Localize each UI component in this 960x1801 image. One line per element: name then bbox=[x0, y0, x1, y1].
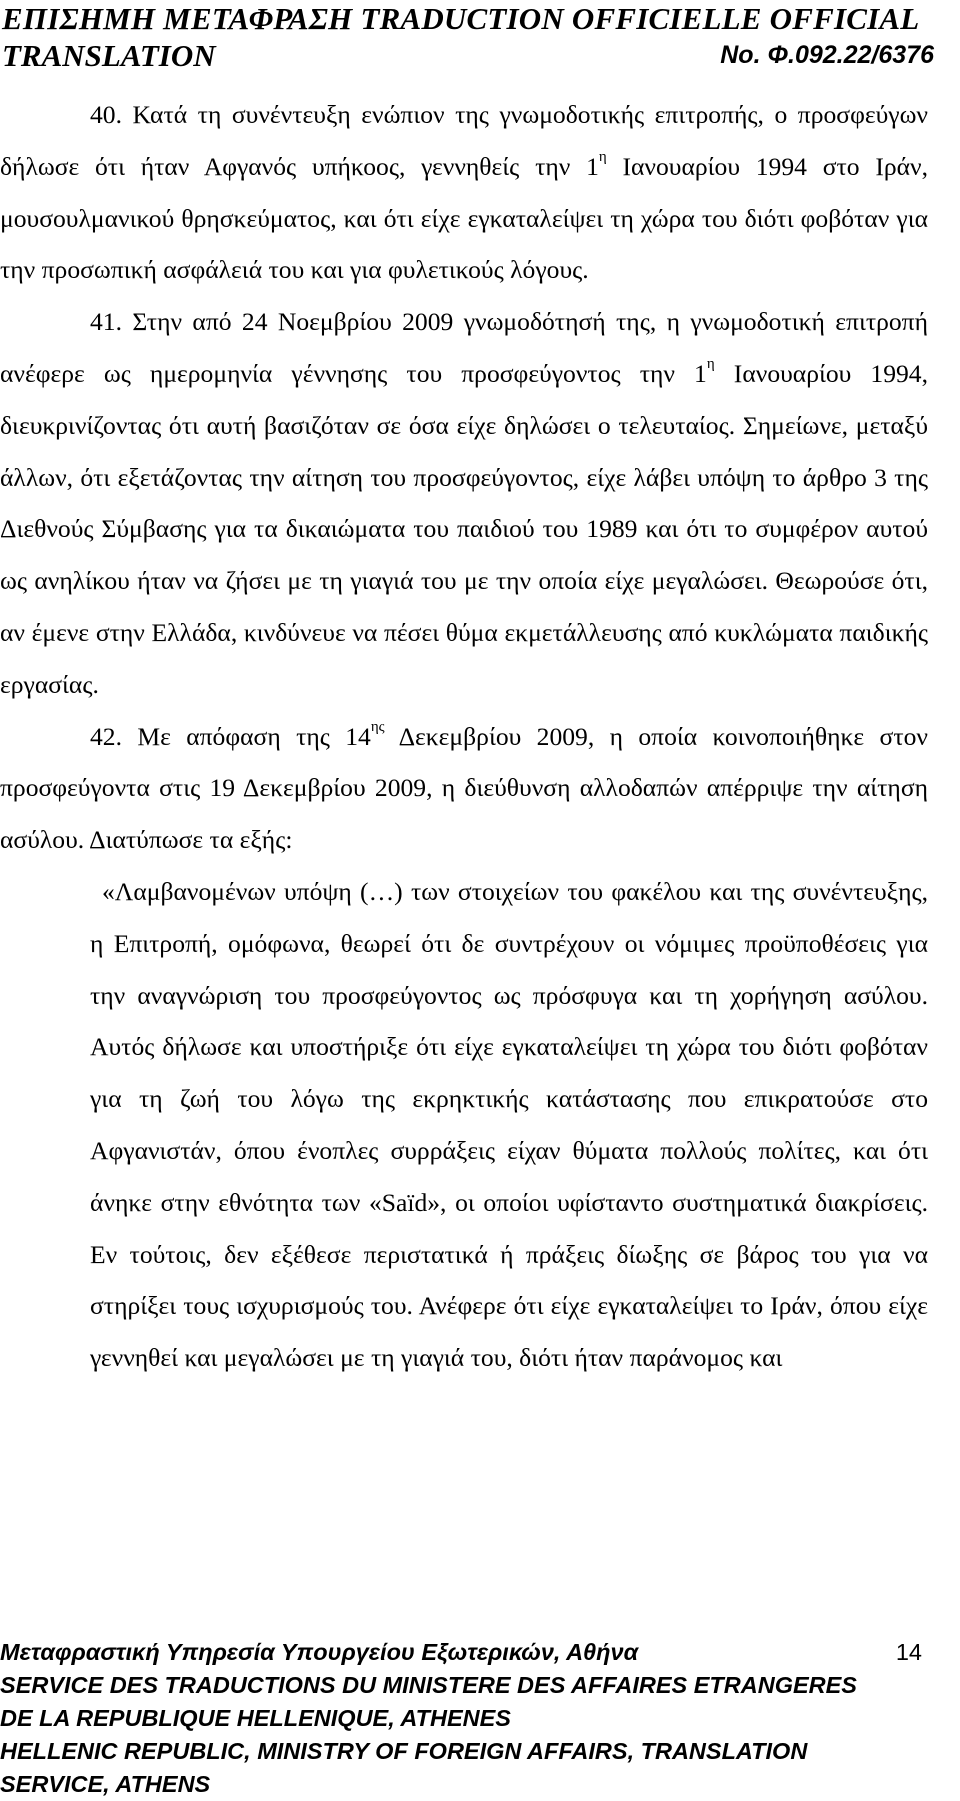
translation-service-greek: Μεταφραστική Υπηρεσία Υπουργείου Εξωτερικών, Αθήνα bbox=[0, 1639, 639, 1665]
page-number: 14 bbox=[895, 1639, 922, 1665]
document-reference-number: No. Φ.092.22/6376 bbox=[720, 41, 934, 69]
footer-line-french-2: DE LA REPUBLIQUE HELLENIQUE, ATHENES bbox=[0, 1705, 511, 1731]
header-second-row bbox=[0, 37, 960, 74]
paragraph-40-text-start: 40. Κατά τη συνέντευξη ενώπιον της γνωμοδοτικής επιτροπής, ο προσφεύγων δήλωσε ότι ήταν Αφγανός υπήκοος, γεννηθείς την 1 bbox=[0, 100, 928, 181]
document-footer bbox=[0, 1636, 960, 1801]
paragraph-41 bbox=[0, 296, 928, 710]
document-header bbox=[0, 0, 960, 74]
paragraph-41-text-start: 41. Στην από 24 Νοεμβρίου 2009 γνωμοδότησή της, η γνωμοδοτική επιτροπή ανέφερε ως ημερομηνία γέννησης του προσφεύγοντος την 1 bbox=[0, 307, 928, 388]
footer-line-english-1: HELLENIC REPUBLIC, MINISTRY OF FOREIGN AFFAIRS, TRANSLATION bbox=[0, 1738, 808, 1764]
paragraph-40-text-end: Ιανουαρίου 1994 στο Ιράν, μουσουλμανικού θρησκεύματος, και ότι είχε εγκαταλείψει τη χώρα του διότι φοβόταν για την προσωπική ασφάλειά του και για φυλετικούς λόγους. bbox=[0, 151, 929, 285]
ordinal-superscript: η bbox=[598, 148, 607, 165]
ordinal-superscript: ης bbox=[370, 718, 385, 735]
footer-line-english-2: SERVICE, ATHENS bbox=[0, 1771, 211, 1797]
quoted-decision-text: «Λαμβανομένων υπόψη (…) των στοιχείων του φακέλου και της συνέντευξης, η Επιτροπή, ομόφωνα, θεωρεί ότι δε συντρέχουν οι νόμιμες προϋποθέσεις για την αναγνώριση του προσφεύγοντος ως πρόσφυγα και τη χορήγηση ασύλου. Αυτός δήλωσε και υποστήριξε ότι είχε εγκαταλείψει τη χώρα του διότι φοβόταν για τη ζωή του λόγω της εκρηκτικής κατάστασης που επικρατούσε στο Αφγανιστάν, όπου ένοπλες συρράξεις είχαν θύματα πολλούς πολίτες, και ότι άνηκε στην εθνότητα των «Saïd», οι οποίοι υφίσταντο συστηματικά διακρίσεις. Εν τούτοις, δεν εξέθεσε περιστατικά ή πράξεις δίωξης σε βάρος του για να στηρίξει τους ισχυρισμούς του. Ανέφερε ότι είχε εγκαταλείψει το Ιράν, όπου είχε γεννηθεί και μεγαλώσει με τη γιαγιά του, διότι ήταν παράνομος και bbox=[90, 876, 928, 1373]
paragraph-42-text-start: 42. Με απόφαση της 14 bbox=[90, 721, 371, 751]
document-body bbox=[0, 89, 928, 1384]
footer-line-french-1: SERVICE DES TRADUCTIONS DU MINISTERE DES AFFAIRES ETRANGERES bbox=[0, 1672, 857, 1698]
header-translation-word: TRANSLATION bbox=[2, 38, 216, 73]
paragraph-40 bbox=[0, 89, 928, 296]
footer-line-greek bbox=[0, 1636, 960, 1669]
ordinal-superscript: η bbox=[706, 355, 715, 372]
official-translation-banner: ΕΠΙΣΗΜΗ ΜΕΤΑΦΡΑΣΗ TRADUCTION OFFICIELLE OFFICIAL bbox=[2, 1, 920, 36]
paragraph-42-text-end: Δεκεμβρίου 2009, η οποία κοινοποιήθηκε στον προσφεύγοντα στις 19 Δεκεμβρίου 2009, η διεύθυνση αλλοδαπών απέρριψε την αίτηση ασύλου. Διατύπωσε τα εξής: bbox=[0, 721, 928, 855]
paragraph-41-text-end: Ιανουαρίου 1994, διευκρινίζοντας ότι αυτή βασιζόταν σε όσα είχε δηλώσει ο τελευταίος. Σημείωνε, μεταξύ άλλων, ότι εξετάζοντας την αίτηση του προσφεύγοντος, είχε λάβει υπόψη το άρθρο 3 της Διεθνούς Σύμβασης για τα δικαιώματα του παιδιού του 1989 και ότι το συμφέρον αυτού ως ανηλίκου ήταν να ζήσει με τη γιαγιά του με την οποία είχε μεγαλώσει. Θεωρούσε ότι, αν έμενε στην Ελλάδα, κινδύνευε να πέσει θύμα εκμετάλλευσης από κυκλώματα παιδικής εργασίας. bbox=[0, 358, 928, 699]
paragraph-42 bbox=[0, 711, 928, 866]
